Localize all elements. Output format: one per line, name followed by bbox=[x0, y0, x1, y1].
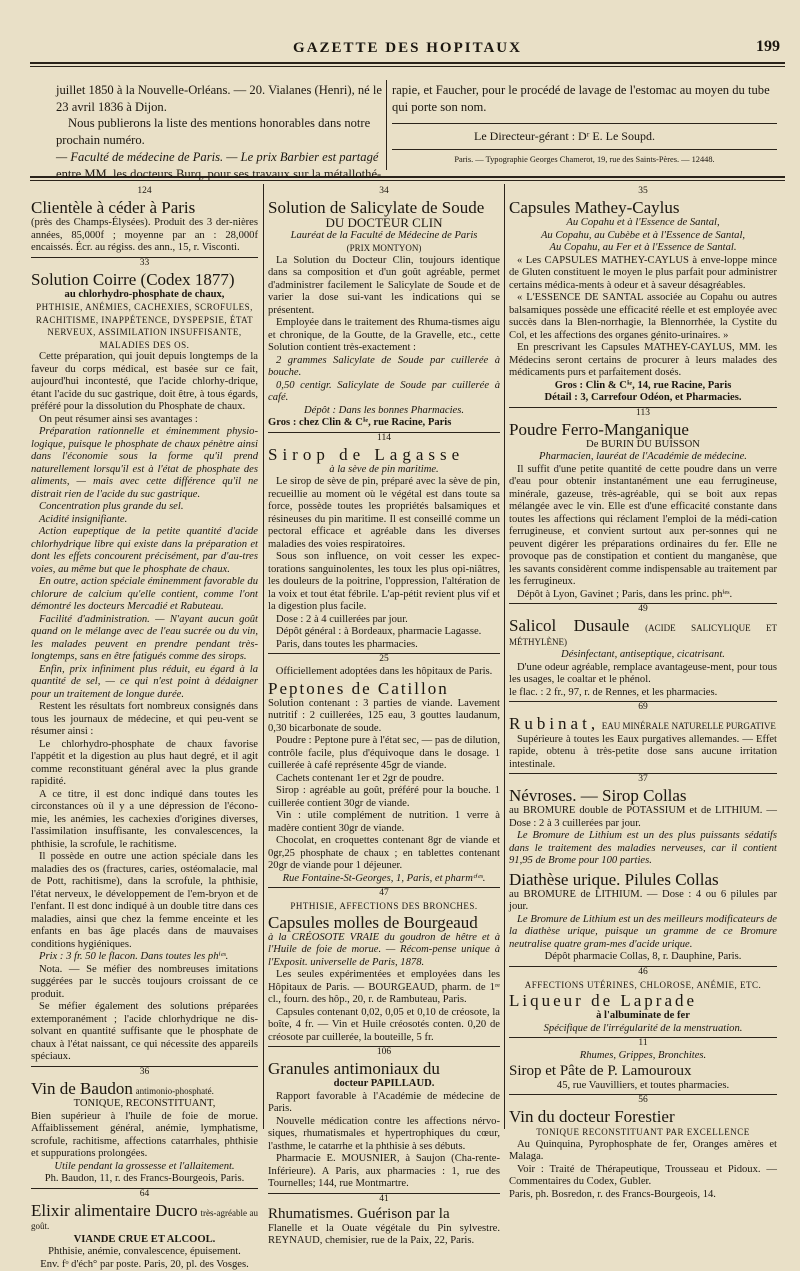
ad-paragraph: Action eupeptique de la petite quantité d'acide chlorhydrique libre qui existe dans la préparation et dont les effets concourent précisément, par d'au-tres voies, au même but que le phosphate de chaux. bbox=[31, 526, 258, 576]
ad-title: Clientèle à céder à Paris bbox=[31, 198, 258, 217]
ad-paragraph: Le sirop de sève de pin, préparé avec la sève de pin, recueillie au moment où le végétal est dans toute sa force, possède toutes les propriétés balsamiques et résineuses du pin maritime. Il est conseillé comme un pectoral efficace et agréable dans les diverses maladies des voies respiratoires. bbox=[268, 476, 500, 551]
ad-title: Névroses. — Sirop Collas bbox=[509, 786, 777, 805]
ad-paragraph: La Solution du Docteur Clin, toujours identique dans sa composition et d'un goût agréable, permet d'administrer facilement le Salicylate de Soude et de varier la dose sui-vant les indications qui se présentent. bbox=[268, 255, 500, 318]
ad-number: 37 bbox=[509, 773, 777, 785]
ad-paragraph: au BROMURE double de POTASSIUM et de LITHIUM. — Dose : 2 à 3 cuillerées par jour. bbox=[509, 805, 777, 830]
ad-retail: Détail : 3, Carrefour Odéon, et Pharmacies. bbox=[509, 392, 777, 405]
ad-variant: Au Copahu, au Cubèbe et à l'Essence de Santal, bbox=[509, 230, 777, 243]
section-rule bbox=[30, 176, 785, 178]
ad-number: 11 bbox=[509, 1037, 777, 1049]
ad-title: Capsules molles de Bourgeaud bbox=[268, 913, 500, 932]
ad-paragraph: Utile pendant la grossesse et l'allaitement. bbox=[31, 1161, 258, 1174]
ad-paragraph: Solution contenant : 3 parties de viande. Lavement nutritif : 2 cuillerées, 125 eau, 3 gouttes laudanum, 0,30 bicarbonate de soude. bbox=[268, 698, 500, 736]
ad-paragraph: Supérieure à toutes les Eaux purgatives allemandes. — Effet rapide, obtenu à très-petite dose sans aucune irritation intestinale. bbox=[509, 734, 777, 772]
column-2 bbox=[268, 184, 500, 1129]
ad-paragraph: « L'ESSENCE DE SANTAL associée au Copahu ou autres balsamiques possède une efficacité réelle et est employée avec succès dans la Blen-norrhagie, la Blennorrhée, la Cystite du Col, et les affections des organes génito-urinaires. » bbox=[509, 292, 777, 342]
ad-paragraph: A ce titre, il est donc indiqué dans toutes les circonstances où il y a une dépression de l'écono-mie, les anémies, les cachexies d'origines diverses, l'assimilation insuffisante, les convalescences, la phthisie, la scrofule, le rachitisme. bbox=[31, 789, 258, 852]
ad-number: 34 bbox=[268, 186, 500, 197]
ad-number: 46 bbox=[509, 966, 777, 978]
ad-subtitle: à l'albuminate de fer bbox=[509, 1010, 777, 1023]
ad-paragraph: Capsules contenant 0,02, 0,05 et 0,10 de créosote, la boîte, 4 fr. — Vin et Huile créosotés conten. 0,20 de créosote par cuillerée, la bouteille, 5 fr. bbox=[268, 1007, 500, 1045]
ad-address: Dépôt pharmacie Collas, 8, r. Dauphine, Paris. bbox=[509, 951, 777, 964]
ad-dose: 2 grammes Salicylate de Soude par cuillerée à bouche. bbox=[268, 355, 500, 380]
ad-peptones-catillon bbox=[268, 666, 500, 885]
ad-paragraph: Dépôt général : à Bordeaux, pharmacie Lagasse. bbox=[268, 626, 500, 639]
ad-paragraph: Voir : Traité de Thérapeutique, Trousseau et Pidoux. — Commentaires du Codex, Gubler. bbox=[509, 1164, 777, 1189]
ad-paragraph: Concentration plus grande du sel. bbox=[31, 501, 258, 514]
ad-number: 56 bbox=[509, 1094, 777, 1106]
ad-price: Prix : 3 fr. 50 le flacon. Dans toutes les phⁱᵉˢ. bbox=[31, 951, 258, 964]
ad-subtitle: au chlorhydro-phosphate de chaux, bbox=[31, 289, 258, 302]
news-line: 23 avril 1836 à Dijon. bbox=[56, 99, 386, 116]
ad-number: 36 bbox=[31, 1066, 258, 1078]
ad-subtitle: Désinfectant, antiseptique, cicatrisant. bbox=[509, 649, 777, 662]
ad-paragraph: le flac. : 2 fr., 97, r. de Rennes, et les pharmacies. bbox=[509, 687, 777, 700]
ad-number: 25 bbox=[268, 653, 500, 665]
ad-capsules-mathey-caylus bbox=[509, 198, 777, 405]
ad-title: Poudre Ferro-Manganique bbox=[509, 420, 777, 439]
ad-paragraph: Restent les résultats fort nombreux consignés dans tous les journaux de médecine, et qui peu-vent se résumer ainsi : bbox=[31, 701, 258, 739]
ad-granules-papillaud bbox=[268, 1059, 500, 1191]
ad-variant: Au Copahu, au Fer et à l'Essence de Santal. bbox=[509, 242, 777, 255]
ad-rhumatismes-reynaud bbox=[268, 1206, 500, 1248]
ad-paragraph: Poudre : Peptone pure à l'état sec, — pas de dilution, contrôle facile, plus d'équivoque dans le dosage. 1 cuillerée à café représente 45gr de viande. bbox=[268, 735, 500, 773]
ad-elixir-ducro bbox=[31, 1201, 258, 1271]
imprint-line: Paris. — Typographie Georges Chamerot, 19, rue des Saints-Pères. — 12448. bbox=[392, 152, 777, 169]
ad-wholesale: Gros : Clin & Cⁱᵉ, 14, rue Racine, Paris bbox=[509, 380, 777, 393]
ad-number: 106 bbox=[268, 1046, 500, 1058]
ad-paragraph: Nota. — Se méfier des nombreuses imitations suggérées par le succès toujours croissant de ce produit. bbox=[31, 964, 258, 1002]
ad-heading: PHTHISIE, AFFECTIONS DES BRONCHES. bbox=[268, 900, 500, 913]
ad-clientele bbox=[31, 198, 258, 255]
ad-salicol-dusaule bbox=[509, 616, 777, 699]
ad-prize: (PRIX MONTYON) bbox=[268, 242, 500, 255]
ad-topline: Rhumes, Grippes, Bronchites. bbox=[509, 1050, 777, 1063]
ad-paragraph: Paris, dans toutes les pharmacies. bbox=[268, 639, 500, 652]
news-line: entre MM. les docteurs Burq, pour ses travaux sur la métallothé- bbox=[56, 166, 386, 183]
ad-paragraph: Sous son influence, on voit cesser les expec-torations sanguinolentes, les toux les plus opi-niâtres, les douleurs de la poitrine, l'oppression, l'altération de la voix et tout état fébrile. L'ap-pétit revient plus vif et la digestion plus facile. bbox=[268, 551, 500, 614]
ad-paragraph: au BROMURE de LITHIUM. — Dose : 4 ou 6 pilules par jour. bbox=[509, 889, 777, 914]
ad-title: Diathèse urique. Pilules Collas bbox=[509, 870, 777, 889]
ad-paragraph: Acidité insignifiante. bbox=[31, 514, 258, 527]
ad-side-label: antimonio-phosphaté. bbox=[136, 1086, 214, 1096]
ad-number: 124 bbox=[31, 186, 258, 197]
ad-title: Liqueur de Laprade bbox=[509, 991, 777, 1010]
ad-paragraph: Vin : utile complément de nutrition. 1 verre à madère contient 30gr de viande. bbox=[268, 810, 500, 835]
ad-paragraph: Flanelle et la Ouate végétale du Pin sylvestre. REYNAUD, chemisier, rue de la Paix, 22, Paris. bbox=[268, 1223, 500, 1248]
ad-sirop-lagasse bbox=[268, 445, 500, 652]
rule bbox=[392, 123, 777, 124]
ad-subtitle: à la sève de pin maritime. bbox=[268, 464, 500, 477]
ad-address: Rue Fontaine-St-Georges, 1, Paris, et pharmᶜⁱᵉˢ. bbox=[268, 873, 500, 886]
ad-address: Ph. Baudon, 11, r. des Francs-Bourgeois, Paris. bbox=[31, 1173, 258, 1186]
ad-paragraph: Chocolat, en croquettes contenant 8gr de viande et 0gr,25 phosphate de chaux ; en tablettes contenant 20gr de viande pour 1 déjeuner. bbox=[268, 835, 500, 873]
ad-subtitle: TONIQUE, RECONSTITUANT, bbox=[31, 1098, 258, 1111]
ad-paragraph: Employée dans le traitement des Rhuma-tismes aigu et chronique, de la Goutte, de la Gravelle, etc., cette Solution contient très-exactement : bbox=[268, 317, 500, 355]
ad-address: Env. fᵒ d'éch° par poste. Paris, 20, pl. des Vosges. bbox=[31, 1259, 258, 1271]
ad-paragraph: Il suffit d'une petite quantité de cette poudre dans un verre d'eau pour obtenir instantanément une eau ferrugineuse, minérale, gazeuse, très-agréable, qui se boit aux repas mélangée avec le vin. Elle est d'une efficacité constante dans toutes les affections qui réclament l'emploi de la médi-cation ferrugineuse, et convient surtout aux per-sonnes qui ne peuvent digérer les préparations ordinaires du fer. Elle ne provoque pas de constipation et contient du manganèse, que les savants considèrent comme indispensable au traitement par les ferrugineux. bbox=[509, 464, 777, 589]
ad-side-label: EAU MINÉRALE bbox=[602, 721, 669, 731]
ad-wholesale: Gros : chez Clin & Cⁱᵉ, rue Racine, Paris bbox=[268, 417, 500, 430]
ad-paragraph: Rapport favorable à l'Académie de médecine de Paris. bbox=[268, 1091, 500, 1116]
header-rule-thin bbox=[30, 66, 785, 67]
ad-number: 47 bbox=[268, 887, 500, 899]
top-divider bbox=[386, 80, 387, 170]
ad-title: Solution Coirre (Codex 1877) bbox=[31, 270, 258, 289]
news-line: prochain numéro. bbox=[56, 132, 386, 149]
news-text-left bbox=[56, 82, 386, 182]
ad-number: 64 bbox=[31, 1188, 258, 1200]
ad-title: Salicol Dusaule bbox=[509, 616, 629, 635]
ad-paragraph: Préparation rationnelle et éminemment physio-logique, puisque le phosphate de chaux pénètre ainsi dans l'économie sous la forme qu'il prend naturellement lorsqu'il est à l'état de phosphate des aliments, — mais avec cette différence qu'il ne distrait rien de l'acide du suc gastrique. bbox=[31, 426, 258, 501]
ad-topline: Officiellement adoptées dans les hôpitaux de Paris. bbox=[268, 666, 500, 679]
section-rule-thin bbox=[30, 180, 785, 181]
ad-paragraph: Nouvelle médication contre les affections nérvo-siques, rhumatismales et hypertrophiques du cœur, l'asthme, le catarrhe et la phthisie à ses débuts. bbox=[268, 1116, 500, 1154]
ad-paragraph: Cette préparation, qui jouit depuis longtemps de la faveur du corps médical, est basée sur ce fait, aujourd'hui incontesté, que l'acide chlorhy-drique, étant l'acide du suc gastrique, doit être, à tous égards, préféré pour la dissolution du Phosphate de chaux. bbox=[31, 351, 258, 414]
ad-side-label: (ACIDE SALICYLIQUE ET MÉTHYLÈNE) bbox=[509, 623, 777, 647]
ad-paragraph: Il possède en outre une action spéciale dans les maladies des os (fractures, caries, ostéomalacie, mal de Pott, rachitisme), dans la scrofule, la phthisie, l'état nerveux, le développement de l'em-bryon et de l'enfant. Il est donc indiqué à un double titre dans ces maladies, ainsi que chez la femme enceinte et les enfants en bas âge placés dans de mauvaises conditions hygiéniques. bbox=[31, 851, 258, 951]
page-header bbox=[30, 32, 785, 58]
ad-lamouroux bbox=[509, 1050, 777, 1092]
ad-paragraph: Facilité d'administration. — N'ayant aucun goût quand on le mélange avec de l'eau sucrée ou du vin, les malades peuvent en prendre pendant très-longtemps, sans en être fatigués comme des sirops. bbox=[31, 614, 258, 664]
news-text-right bbox=[392, 82, 777, 169]
ad-paragraph: Phthisie, anémie, convalescence, épuisement. bbox=[31, 1246, 258, 1259]
ad-paragraph: Spécifique de l'irrégularité de la menstruation. bbox=[509, 1023, 777, 1036]
ad-subtitle: De BURIN DU BUISSON bbox=[509, 439, 777, 452]
ad-laureate: Lauréat de la Faculté de Médecine de Paris bbox=[268, 230, 500, 243]
ad-address: Paris, ph. Bosredon, r. des Francs-Bourgeois, 14. bbox=[509, 1189, 777, 1202]
rule bbox=[392, 149, 777, 150]
ad-title: Sirop et Pâte de P. Lamouroux bbox=[509, 1063, 777, 1080]
ad-number: 35 bbox=[509, 186, 777, 197]
ad-subtitle: docteur PAPILLAUD. bbox=[268, 1078, 500, 1091]
ad-paragraph: Sirop : agréable au goût, préféré pour la bouche. 1 cuillerée contient 30gr de viande. bbox=[268, 785, 500, 810]
ad-salicylate-clin bbox=[268, 198, 500, 430]
ad-number: 33 bbox=[31, 257, 258, 269]
ad-title: Solution de Salicylate de Soude bbox=[268, 198, 500, 217]
ad-poudre-ferro-manganique bbox=[509, 420, 777, 602]
ad-paragraph: Pharmacie E. MOUSNIER, à Saujon (Cha-rente-Inférieure). A Paris, aux pharmacies : 1, rue des Tournelles; 144, rue Montmartre. bbox=[268, 1153, 500, 1191]
ad-subtitle: DU DOCTEUR CLIN bbox=[268, 217, 500, 230]
ad-number: 69 bbox=[509, 701, 777, 713]
ad-depot: Dépôt : Dans les bonnes Pharmacies. bbox=[268, 405, 500, 418]
ad-capsules-bourgeaud bbox=[268, 900, 500, 1044]
ad-title: Sirop de Lagasse bbox=[268, 445, 500, 464]
ad-paragraph: Se méfier également des solutions préparées extemporanément ; l'acide chlorhydrique ne dis-solvant en quantité suffisante que le phosphate de chaux à l'état naissant, ce qui nécessite des appareils spéciaux. bbox=[31, 1001, 258, 1064]
ad-title: Rhumatismes. Guérison par la bbox=[268, 1206, 500, 1223]
news-continuation: rapie, et Faucher, pour le procédé de lavage de l'estomac au moyen du tube qui porte son nom. bbox=[392, 82, 777, 115]
director-line: Le Directeur-gérant : Dʳ E. Le Soupd. bbox=[392, 128, 777, 145]
column-3 bbox=[509, 184, 777, 1129]
ad-laureate: Pharmacien, lauréat de l'Académie de médecine. bbox=[509, 451, 777, 464]
ad-number: 113 bbox=[509, 407, 777, 419]
ad-vin-forestier bbox=[509, 1107, 777, 1201]
ad-rubinat bbox=[509, 714, 777, 771]
ad-indications: PHTHISIE, ANÉMIES, CACHEXIES, SCROFULES, RACHITISME, INAPPÉTENCE, DYSPEPSIE, ÉTAT NERVEUX, ASSIMILATION INSUFFISANTE, MALADIES DES OS. bbox=[31, 301, 258, 351]
ad-paragraph: Enfin, prix infiniment plus réduit, eu égard à la quantité de sel, — ce qui n'est point à dédaigner pour un traitement de longue durée. bbox=[31, 664, 258, 702]
ad-paragraph: Le Bromure de Lithium est un des plus puissants sédatifs dans le traitement des maladies nerveuses, car il contient 91,95 de Brome pour 100 parties. bbox=[509, 830, 777, 868]
news-line: — Faculté de médecine de Paris. — Le prix Barbier est partagé bbox=[56, 149, 386, 166]
ad-paragraph: Bien supérieur à l'huile de foie de morue. Affaiblissement général, anémie, lymphatisme, scrofule, rachitisme, affections catarrhales, phthisie et suppurations prolongées. bbox=[31, 1111, 258, 1161]
ad-title: Vin de Baudon bbox=[31, 1079, 133, 1098]
ad-paragraph: Le chlorhydro-phosphate de chaux favorise l'appétit et la digestion au plus haut degré, et il agit comme reconstituant général avec la plus grande rapidité. bbox=[31, 739, 258, 789]
ad-title: Elixir alimentaire Ducro bbox=[31, 1201, 198, 1220]
ad-paragraph: On peut résumer ainsi ses avantages : bbox=[31, 414, 258, 427]
ad-subtitle: à la CRÉOSOTE VRAIE du goudron de hêtre et à l'Huile de foie de morue. — Récom-pense unique à l'Exposit. universelle de Paris, 1878. bbox=[268, 932, 500, 970]
ad-dose: 0,50 centigr. Salicylate de Soude par cuillerée à café. bbox=[268, 380, 500, 405]
ad-title: Vin du docteur Forestier bbox=[509, 1107, 777, 1126]
column-divider bbox=[504, 184, 505, 1129]
ad-subtitle: TONIQUE RECONSTITUANT PAR EXCELLENCE bbox=[509, 1126, 777, 1139]
ad-text: (près des Champs-Élysées). Produit des 3 der-nières années, 85,000f ; moyenne par an : 28,000f encaissés. Écr. au régiss. des ann., 15, r. Visconti. bbox=[31, 217, 258, 255]
ad-side-label: très-agréable au goût. bbox=[31, 1208, 258, 1232]
journal-title: GAZETTE DES HOPITAUX bbox=[30, 40, 785, 57]
ad-liqueur-laprade bbox=[509, 979, 777, 1036]
ad-paragraph: Les seules expérimentées et employées dans les Hôpitaux de Paris. — BOURGEAUD, pharm. de 1ʳᵉ cl., fourn. des hôp., 20, r. de Rambuteau, Paris. bbox=[268, 969, 500, 1007]
ad-paragraph: En outre, action spéciale éminemment favorable du chlorure de calcium qu'elle contient, comme l'ont démontré les docteurs Mercadié et Rabuteau. bbox=[31, 576, 258, 614]
ad-title: Capsules Mathey-Caylus bbox=[509, 198, 777, 217]
column-1 bbox=[31, 184, 258, 1129]
ad-side-label: NATURELLE PURGATIVE bbox=[672, 721, 776, 731]
ad-sirop-collas bbox=[509, 786, 777, 868]
ad-number: 114 bbox=[268, 432, 500, 444]
ad-heading: AFFECTIONS UTÉRINES, CHLOROSE, ANÉMIE, ETC. bbox=[509, 979, 777, 992]
ad-paragraph: Le Bromure de Lithium est un des meilleurs modificateurs de la diathèse urique, puisque un gramme de ce Bromure neutralise quatre gram-mes d'acide urique. bbox=[509, 914, 777, 952]
ad-paragraph: Dose : 2 à 4 cuillerées par jour. bbox=[268, 614, 500, 627]
ad-vin-baudon bbox=[31, 1079, 258, 1186]
ad-paragraph: « Les CAPSULES MATHEY-CAYLUS à enve-loppe mince de Gluten constituent le moyen le plus parfait pour administrer certains médica-ments à odeur et à saveur désagréables. bbox=[509, 255, 777, 293]
ad-paragraph: Cachets contenant 1er et 2gr de poudre. bbox=[268, 773, 500, 786]
ad-address: 45, rue Vauvilliers, et toutes pharmacies. bbox=[509, 1080, 777, 1093]
ad-title: Rubinat, bbox=[509, 714, 599, 733]
ad-number: 49 bbox=[509, 603, 777, 615]
ad-paragraph: Au Quinquina, Pyrophosphate de fer, Oranges amères et Malaga. bbox=[509, 1139, 777, 1164]
ad-number: 41 bbox=[268, 1193, 500, 1205]
header-rule bbox=[30, 62, 785, 64]
news-line: Nous publierons la liste des mentions honorables dans notre bbox=[56, 115, 386, 132]
ad-paragraph: En prescrivant les Capsules MATHEY-CAYLUS, MM. les Médecins seront certains de procurer à leurs malades des médicaments purs et parfaitement dosés. bbox=[509, 342, 777, 380]
page-number: 199 bbox=[756, 38, 780, 56]
ad-title: Peptones de Catillon bbox=[268, 679, 500, 698]
ad-variant: Au Copahu et à l'Essence de Santal, bbox=[509, 217, 777, 230]
ad-solution-coirre bbox=[31, 270, 258, 1064]
ad-paragraph: D'une odeur agréable, remplace avantageuse-ment, pour tous les usages, le coaltar et le phénol. bbox=[509, 662, 777, 687]
news-line: juillet 1850 à la Nouvelle-Orléans. — 20. Vialanes (Henri), né le bbox=[56, 82, 386, 99]
ad-title: Granules antimoniaux du bbox=[268, 1059, 500, 1078]
column-divider bbox=[263, 184, 264, 1129]
ad-subtitle: VIANDE CRUE ET ALCOOL. bbox=[31, 1234, 258, 1247]
ad-pilules-collas bbox=[509, 870, 777, 964]
ad-address: Dépôt à Lyon, Gavinet ; Paris, dans les princ. phⁱᵉˢ. bbox=[509, 589, 777, 602]
